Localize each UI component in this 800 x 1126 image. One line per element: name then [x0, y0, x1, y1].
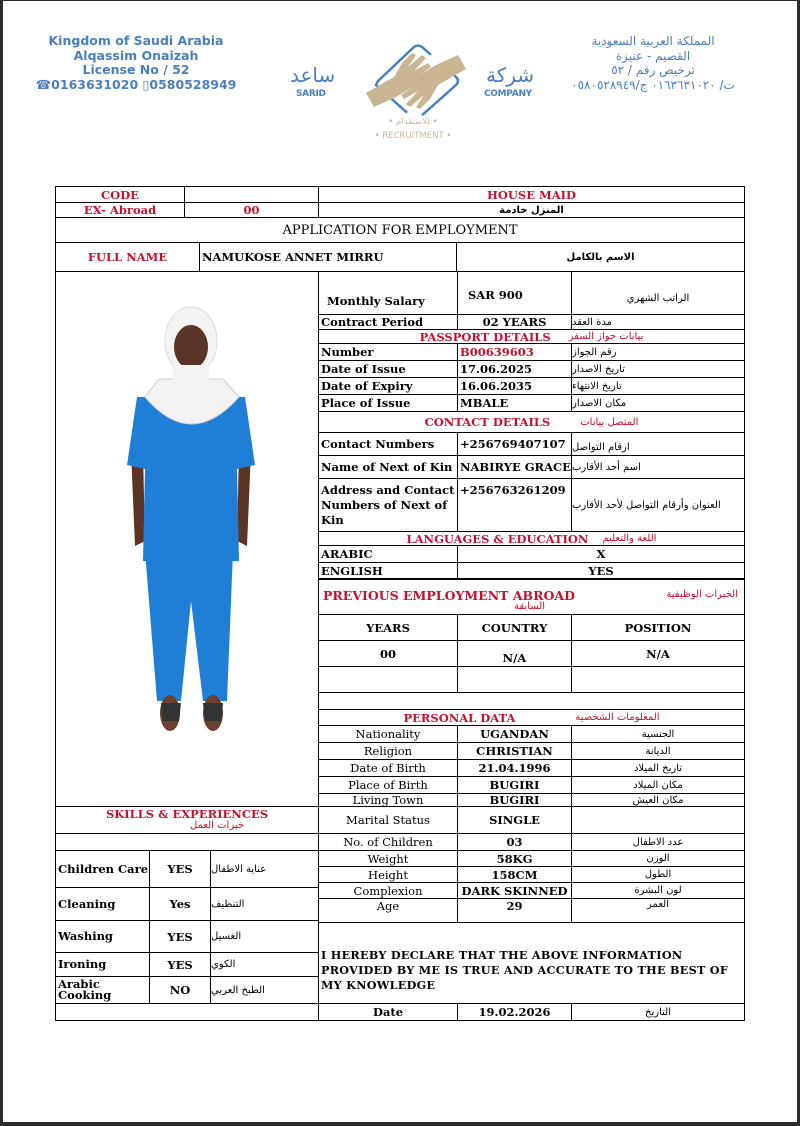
- skill-arabic: الغسيل: [210, 920, 319, 953]
- personal-arabic: تاريخ الميلاد: [571, 759, 745, 777]
- skill-arabic: التنظيف: [210, 887, 319, 921]
- personal-title-arabic: المعلومات الشخصية: [575, 712, 660, 723]
- passport-section-header: [318, 329, 745, 344]
- personal-label: Weight: [318, 850, 458, 867]
- contact-section-header: [318, 411, 745, 433]
- code-value: [184, 186, 319, 203]
- personal-label: Complexion: [318, 882, 458, 899]
- personal-arabic: عدد الاطفال: [571, 833, 745, 851]
- agency-country-arabic: المملكة العربية السعودية: [591, 34, 715, 48]
- skills-title-arabic: خبرات العمل: [189, 820, 245, 831]
- contact-value: +256763261209: [457, 478, 572, 532]
- previous-employment-title-arabic-2: السابقة: [514, 601, 545, 612]
- passport-value: B00639603: [457, 343, 572, 361]
- skills-section-header: [55, 806, 319, 834]
- personal-label: Marital Status: [318, 806, 458, 834]
- declaration-text: I HEREBY DECLARE THAT THE ABOVE INFORMATION PROVIDED BY ME IS TRUE AND ACCURATE TO THE BEST OF MY KNOWLEDGE: [321, 948, 729, 992]
- previous-employment-spacer: [318, 692, 745, 710]
- skill-label: Ironing: [55, 952, 150, 977]
- personal-section-header: [318, 709, 745, 726]
- contact-arabic: العنوان وأرقام التواصل لأحد الأقارب: [571, 478, 745, 532]
- previous-employment-title-arabic: الخبرات الوظيفية: [666, 589, 738, 600]
- contract-period-value: 02 YEARS: [457, 314, 572, 330]
- skill-label: Washing: [55, 920, 150, 953]
- full-name-label: FULL NAME: [55, 242, 200, 272]
- code-label: CODE: [55, 186, 185, 203]
- personal-label: Place of Birth: [318, 776, 458, 794]
- personal-arabic: مكان الميلاد: [571, 776, 745, 794]
- logo-company-arabic: شركة: [486, 63, 535, 87]
- contact-label: Name of Next of Kin: [318, 455, 458, 479]
- passport-label: Date of Issue: [318, 360, 458, 378]
- agency-phones: ☎0163631020 ▯0580528949: [35, 76, 237, 92]
- passport-title-english: PASSPORT DETAILS: [419, 329, 551, 344]
- personal-label: Age: [318, 898, 458, 923]
- date-value: 19.02.2026: [457, 1003, 572, 1021]
- skills-footer-cell: [55, 1003, 319, 1021]
- personal-value: BUGIRI: [457, 776, 572, 794]
- language-label: ENGLISH: [318, 562, 458, 580]
- agency-city-arabic: القصيم - عنيزة: [615, 48, 691, 63]
- contact-label: Contact Numbers: [318, 432, 458, 456]
- previous-employment-cell: [457, 666, 572, 693]
- agency-city: Alqassim Onaizah: [73, 47, 199, 63]
- personal-value: 21.04.1996: [457, 759, 572, 777]
- previous-employment-cell: 00: [318, 640, 458, 667]
- passport-label: Date of Expiry: [318, 377, 458, 395]
- monthly-salary-label: Monthly Salary: [318, 271, 458, 315]
- logo-recruitment-arabic: • للاستقدام •: [388, 117, 438, 127]
- personal-value: CHRISTIAN: [457, 742, 572, 760]
- agency-license-arabic: ترخيص رقم / ٥٢: [611, 63, 695, 77]
- contact-arabic: اسم أحد الأقارب: [571, 455, 745, 479]
- hands-logo-icon: [356, 41, 476, 123]
- form-title: APPLICATION FOR EMPLOYMENT: [55, 217, 745, 243]
- monthly-salary-arabic: الراتب الشهري: [571, 271, 745, 315]
- languages-section-header: [318, 531, 745, 546]
- previous-employment-header-cell: COUNTRY: [457, 614, 572, 641]
- previous-employment-cell: N/A: [571, 640, 745, 667]
- personal-label: Religion: [318, 742, 458, 760]
- skills-spacer: [55, 833, 319, 851]
- personal-label: Nationality: [318, 725, 458, 743]
- skill-label: Arabic Cooking: [55, 976, 150, 1004]
- personal-label: No. of Children: [318, 833, 458, 851]
- agency-info-english: [21, 34, 251, 92]
- skill-label: Children Care: [55, 850, 150, 888]
- skill-arabic: الكوي: [210, 952, 319, 977]
- passport-value: MBALE: [457, 394, 572, 412]
- personal-value: BUGIRI: [457, 793, 572, 807]
- skill-value: YES: [149, 920, 211, 953]
- agency-country: Kingdom of Saudi Arabia: [48, 33, 224, 48]
- previous-employment-header-cell: YEARS: [318, 614, 458, 641]
- personal-arabic: مكان العيش: [571, 793, 745, 807]
- declaration-cell: [318, 922, 745, 1004]
- personal-label: Height: [318, 866, 458, 883]
- position-english: HOUSE MAID: [318, 186, 745, 203]
- passport-arabic: تاريخ الانتهاء: [571, 377, 745, 395]
- skill-value: YES: [149, 952, 211, 977]
- personal-arabic: الديانة: [571, 742, 745, 760]
- position-arabic: المنزل خادمة: [318, 202, 745, 218]
- personal-value: 29: [457, 898, 572, 923]
- previous-employment-cell: N/A: [457, 640, 572, 667]
- ex-abroad-value: 00: [184, 202, 319, 218]
- passport-value: 16.06.2035: [457, 377, 572, 395]
- languages-title-arabic: اللغة والتعليم: [602, 533, 657, 544]
- previous-employment-cell: [318, 666, 458, 693]
- personal-label: Date of Birth: [318, 759, 458, 777]
- agency-license: License No / 52: [82, 62, 190, 77]
- passport-arabic: تاريخ الاصدار: [571, 360, 745, 378]
- previous-employment-header-cell: POSITION: [571, 614, 745, 641]
- logo-said-arabic: ساعد: [290, 63, 336, 87]
- personal-arabic: الوزن: [571, 850, 745, 867]
- personal-value: DARK SKINNED: [457, 882, 572, 899]
- logo-said-english: SARID: [296, 89, 326, 99]
- language-value: X: [457, 545, 745, 563]
- personal-arabic: الجنسية: [571, 725, 745, 743]
- passport-value: 17.06.2025: [457, 360, 572, 378]
- contact-value: +256769407107: [457, 432, 572, 456]
- contract-period-label: Contract Period: [318, 314, 458, 330]
- skill-label: Cleaning: [55, 887, 150, 921]
- contact-title-english: CONTACT DETAILS: [424, 415, 551, 429]
- applicant-photo: [123, 301, 259, 741]
- application-page: [3, 1, 797, 1122]
- passport-title-arabic: بيانات جواز السفر: [568, 331, 644, 342]
- previous-employment-cell: [571, 666, 745, 693]
- previous-employment-header: [318, 578, 745, 615]
- personal-value: 03: [457, 833, 572, 851]
- passport-arabic: مكان الاصدار: [571, 394, 745, 412]
- personal-value: 158CM: [457, 866, 572, 883]
- skill-arabic: عناية الاطفال: [210, 850, 319, 888]
- personal-title-english: PERSONAL DATA: [403, 710, 516, 725]
- personal-value: SINGLE: [457, 806, 572, 834]
- contact-arabic: ارقام التواصل: [571, 432, 745, 456]
- ex-abroad-label: EX- Abroad: [55, 202, 185, 218]
- languages-title-english: LANGUAGES & EDUCATION: [406, 531, 589, 546]
- date-arabic: التاريخ: [571, 1003, 745, 1021]
- personal-arabic: العمر: [571, 898, 745, 923]
- contact-value: NABIRYE GRACE: [457, 455, 572, 479]
- previous-employment-title-english: PREVIOUS EMPLOYMENT ABROAD: [323, 588, 575, 603]
- contact-label: Address and Contact Numbers of Next of Kin: [318, 478, 458, 532]
- personal-label: Living Town: [318, 793, 458, 807]
- passport-label: Place of Issue: [318, 394, 458, 412]
- full-name-arabic: الاسم بالكامل: [456, 242, 745, 272]
- logo-company-english: COMPANY: [484, 89, 532, 99]
- passport-arabic: رقم الجواز: [571, 343, 745, 361]
- agency-phones-arabic: ت/ ٠١٦٣٦٣١٠٢٠ ج/٠٥٨٠٥٢٨٩٤٩: [571, 77, 735, 92]
- skill-value: NO: [149, 976, 211, 1004]
- company-logo: [288, 41, 538, 146]
- personal-arabic: لون البشرة: [571, 882, 745, 899]
- contact-title-arabic: المتصل بيانات: [580, 416, 639, 428]
- skill-arabic: الطبخ العربي: [210, 976, 319, 1004]
- skill-value: YES: [149, 850, 211, 888]
- full-name-value: NAMUKOSE ANNET MIRRU: [199, 242, 457, 272]
- passport-label: Number: [318, 343, 458, 361]
- logo-recruitment-english: • RECRUITMENT •: [374, 131, 452, 141]
- language-value: YES: [457, 562, 745, 580]
- personal-arabic: [571, 806, 745, 834]
- skills-title-english: SKILLS & EXPERIENCES: [105, 807, 269, 821]
- agency-info-arabic: [558, 34, 748, 92]
- date-label: Date: [318, 1003, 458, 1021]
- personal-arabic: الطول: [571, 866, 745, 883]
- personal-value: UGANDAN: [457, 725, 572, 743]
- personal-value: 58KG: [457, 850, 572, 867]
- skill-value: Yes: [149, 887, 211, 921]
- contract-period-arabic: مدة العقد: [571, 314, 745, 330]
- monthly-salary-value: SAR 900: [457, 271, 572, 315]
- language-label: ARABIC: [318, 545, 458, 563]
